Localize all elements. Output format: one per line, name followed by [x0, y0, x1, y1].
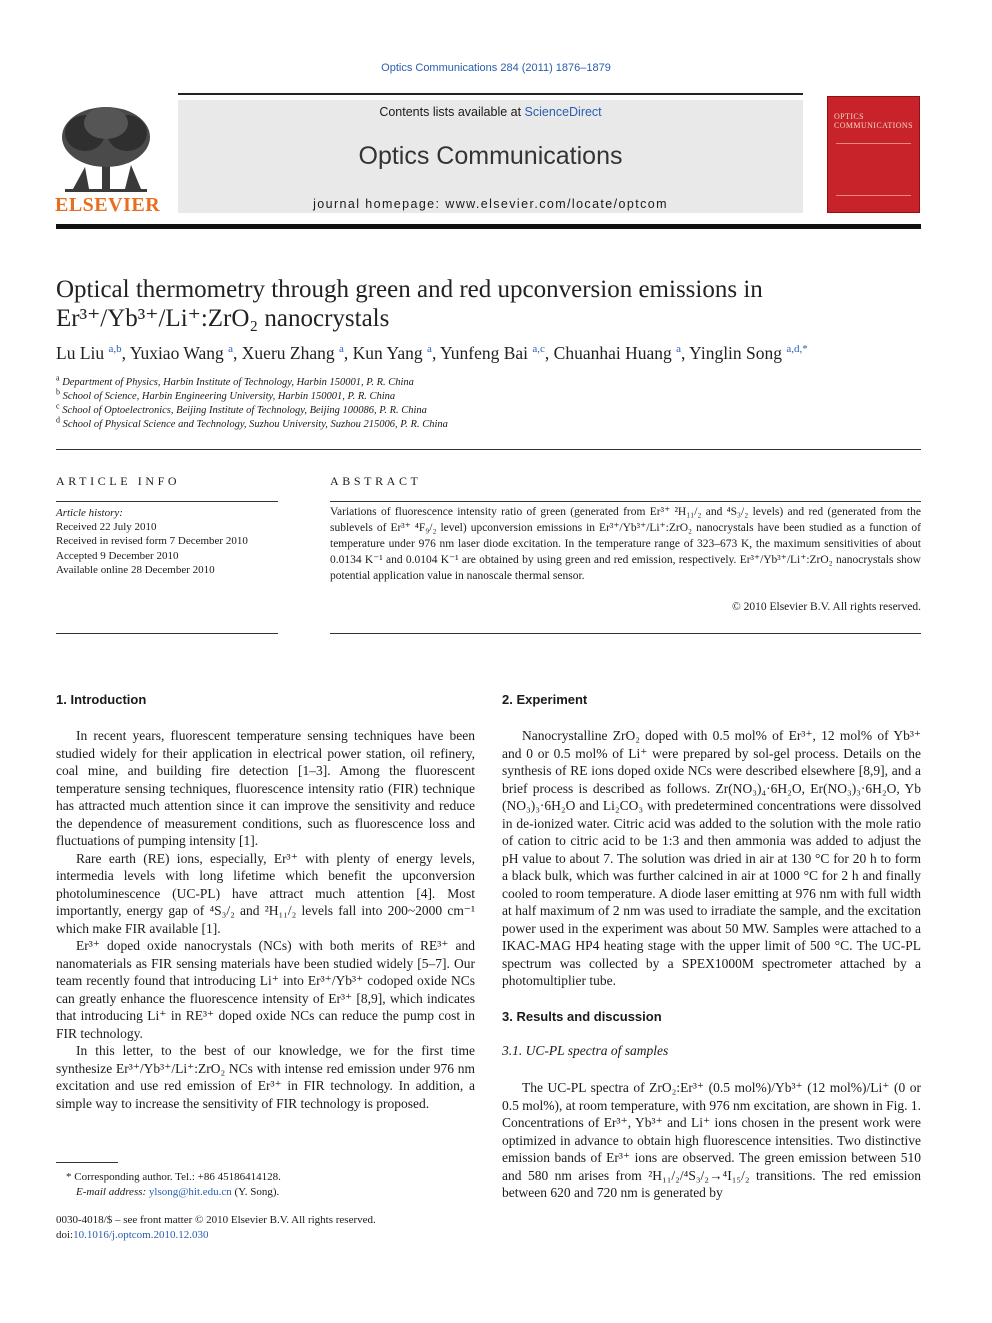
intro-paragraph: Er³⁺ doped oxide nanocrystals (NCs) with both merits of RE³⁺ and nanomaterials as FIR sensing materials have been studied widely [5–7]. Our team recently found that introducing Li⁺ into Er³⁺/Yb³⁺ codoped oxide NCs can greatly enhance the fluorescence intensity of Er³⁺ [8,9], which indicates that introducing Li⁺ in RE³⁺ doped oxide NCs can reduce the pump cost in FIR technology.: [56, 938, 475, 1041]
article-info-heading: ARTICLE INFO: [56, 474, 181, 488]
footnote-rule: [56, 1162, 118, 1163]
journal-citation[interactable]: Optics Communications 284 (2011) 1876–1879: [381, 62, 611, 74]
paper-title: [56, 275, 926, 333]
issn-line: 0030-4018/$ – see front matter © 2010 Elsevier B.V. All rights reserved.: [56, 1214, 376, 1226]
affiliation-mark: d: [56, 415, 60, 425]
author-affiliation-mark[interactable]: a: [427, 343, 432, 356]
author: Chuanhai Huang: [553, 343, 672, 363]
author: Yunfeng Bai: [440, 343, 529, 363]
author-affiliation-mark[interactable]: a: [676, 343, 682, 356]
affiliation-text: Department of Physics, Harbin Institute of Technology, Harbin 150001, P. R. China: [62, 377, 414, 388]
affiliation: [56, 373, 936, 388]
intro-paragraph: Rare earth (RE) ions, especially, Er³⁺ with plenty of energy levels, intermedia levels with long lifetime which benefit the upconversion photoluminescence (UC-PL) have attract much attention [4]. Most importantly, energy gap of ⁴S₃/₂ and ²H₁₁/₂ levels fall into 200~2000 cm⁻¹ which make FIR available [1].: [56, 850, 475, 936]
history-online: Available online 28 December 2010: [56, 563, 215, 576]
article-info-bottom-rule: [56, 633, 278, 634]
experiment-paragraph: Nanocrystalline ZrO₂ doped with 0.5 mol% of Er³⁺, 12 mol% of Yb³⁺ and 0 or 0.5 mol% of Li⁺ were prepared by sol-gel process. Details on the synthesis of RE ions doped oxide NCs were described elsewhere [8,9], and a brief process is described as follows. Zr(NO₃)₄·6H₂O, Er(NO₃)₃·6H₂O, Yb (NO₃)₃·6H₂O and Li₂CO₃ with predetermined concentrations were dissolved in de-ionized water. Citric acid was added to the solution with the mole ratio of cation to citric acid to be 1:3 and then ammonia was added to adjust the pH value to about 7. The solution was dried in air at 130 °C for 20 h to form a black bulk, which was further calcined in air at 1000 °C for 2 h and finally cooled to room temperature. A diode laser emitting at 976 nm with full width at half maximum of 2 nm was used to irradiate the sample, and the excitation power used in the experiment was about 50 MW. Samples were attached to a IKAC-MAG HP4 heating stage with the upper limit of 500 °C. The UC-PL spectrum was collected by a SPEX1000M spectrometer attached by a photomultiplier tube.: [502, 728, 921, 988]
journal-title: Optics Communications: [358, 142, 623, 170]
history-received: Received 22 July 2010: [56, 521, 157, 534]
abstract-rule: [330, 501, 921, 502]
history-accepted: Accepted 9 December 2010: [56, 549, 179, 562]
corresponding-author-note: * Corresponding author. Tel.: +86 45186414128.: [66, 1171, 281, 1183]
results-subheading: 3.1. UC-PL spectra of samples: [502, 1043, 669, 1058]
doi-line: [56, 1228, 486, 1243]
email-label: E-mail address:: [76, 1186, 149, 1198]
journal-homepage[interactable]: journal homepage: www.elsevier.com/locate/optcom: [313, 197, 668, 211]
author-list: Lu Liu $^{a,b}$, Yuxiao Wang $^a$, Xueru Zhang $^a$, Kun Yang $^a$, Yunfeng Bai $^{a,c}$, Chuanhai Huang $^a$, Yinglin Song $^{a,d,*}$: [56, 343, 808, 363]
affiliation: [56, 401, 936, 416]
experiment-body: [502, 727, 921, 990]
abstract-heading: ABSTRACT: [330, 474, 422, 488]
author: Yinglin Song: [689, 343, 783, 363]
intro-paragraph: In recent years, fluorescent temperature sensing techniques have been studied widely for their application in electrical power station, oil refinery, coal mine, and building fire detection [1–3]. Among the fluorescent temperature sensing techniques, fluorescence intensity ratio (FIR) technique has attracted much attention since it can improve the sensitivity and reduce the dependence of measurement conditions, such as fluorescence loss and fluctuations of pumping intensity [1].: [56, 728, 475, 848]
contents-prefix: Contents lists available at: [379, 105, 525, 119]
elsevier-wordmark: ELSEVIER: [55, 194, 161, 216]
author-affiliation-mark[interactable]: a,c: [532, 343, 545, 356]
results-heading: 3. Results and discussion: [502, 1009, 662, 1024]
affiliation-text: School of Physical Science and Technology, Suzhou University, Suzhou 215006, P. R. China: [62, 419, 448, 430]
journal-cover-thumbnail[interactable]: [827, 96, 920, 213]
section-divider: [56, 449, 921, 450]
email-note: [56, 1185, 506, 1200]
contents-line: [178, 105, 803, 119]
affiliation-mark: b: [56, 387, 60, 397]
affiliation: [56, 415, 936, 430]
sciencedirect-link[interactable]: ScienceDirect: [524, 105, 602, 119]
history-label: Article history:: [56, 507, 123, 519]
author-affiliation-mark[interactable]: a,d,*: [786, 343, 808, 356]
header-bottom-rule: [56, 224, 921, 229]
doi-link[interactable]: 10.1016/j.optcom.2010.12.030: [73, 1229, 209, 1241]
affiliation-mark: c: [56, 401, 60, 411]
title-line-1: Optical thermometry through green and red upconversion emissions in: [56, 276, 763, 303]
results-body: [502, 1079, 921, 1202]
abstract-bottom-rule: [330, 633, 921, 634]
cover-rule: [836, 195, 911, 196]
abstract-copyright: © 2010 Elsevier B.V. All rights reserved.: [732, 601, 921, 613]
intro-body: [56, 727, 475, 1112]
article-info-rule: [56, 501, 278, 502]
email-link[interactable]: ylsong@hit.edu.cn: [148, 1186, 232, 1198]
cover-title: OPTICS COMMUNICATIONS: [834, 112, 913, 130]
author: Yuxiao Wang: [129, 343, 224, 363]
experiment-heading: 2. Experiment: [502, 692, 588, 707]
abstract-text: Variations of fluorescence intensity ratio of green (generated from Er³⁺ ²H₁₁/₂ and ⁴S₃/₂ levels) and red (generated from the sublevels of Er³⁺ ⁴F₉/₂ level) upconversion emissions in Er³⁺/Yb³⁺/Li⁺:ZrO₂ nanocrystals have been studied as a function of temperature under 976 nm laser diode excitation. In the temperature range of 323–673 K, the maximum sensitivities of about 0.0134 K⁻¹ and 0.0104 K⁻¹ are obtained by using green and red emission, respectively. Er³⁺/Yb³⁺/Li⁺:ZrO₂ nanocrystals show potential application value in nanoscale thermal sensor.: [330, 506, 921, 582]
intro-heading: 1. Introduction: [56, 692, 147, 707]
author-affiliation-mark[interactable]: a: [339, 343, 344, 356]
author-affiliation-mark[interactable]: a: [228, 343, 234, 356]
intro-paragraph: In this letter, to the best of our knowledge, we for the first time synthesize Er³⁺/Yb³⁺/Li⁺:ZrO₂ NCs with intense red emission under 976 nm excitation and use red emission of Er³⁺ in FIR technology. In addition, a simple way to increase the sensitivity of FIR technology is proposed.: [56, 1043, 475, 1111]
author: Xueru Zhang: [241, 343, 335, 363]
affiliation-text: School of Science, Harbin Engineering University, Harbin 150001, P. R. China: [62, 391, 396, 402]
results-paragraph: The UC-PL spectra of ZrO₂:Er³⁺ (0.5 mol%)/Yb³⁺ (12 mol%)/Li⁺ (0 or 0.5 mol%), at room temperature, with 976 nm excitation, are shown in Fig. 1. Concentrations of Er³⁺, Yb³⁺ and Li⁺ ions chosen in the present work were optimized in advance to obtain high fluorescence intensities. Two distinctive emission bands of Er³⁺ ions are observed. The green emission between 510 and 580 nm arises from ²H₁₁/₂/⁴S₃/₂→⁴I₁₅/₂ transitions. The red emission between 620 and 720 nm is generated by: [502, 1080, 921, 1200]
doi-label: doi:: [56, 1229, 74, 1241]
history-revised: Received in revised form 7 December 2010: [56, 535, 248, 548]
author: Lu Liu: [56, 343, 105, 363]
cover-rule: [836, 143, 911, 144]
email-suffix: (Y. Song).: [231, 1186, 280, 1198]
article-history: [56, 506, 278, 577]
affiliation-mark: a: [56, 373, 60, 383]
affiliation: [56, 387, 936, 402]
author: Kun Yang: [352, 343, 423, 363]
author-affiliation-mark[interactable]: a,b: [108, 343, 122, 356]
masthead-top-rule: [178, 93, 803, 95]
title-line-2: Er³⁺/Yb³⁺/Li⁺:ZrO₂ nanocrystals: [56, 305, 390, 332]
affiliation-text: School of Optoelectronics, Beijing Institute of Technology, Beijing 100086, P. R. China: [62, 405, 427, 416]
